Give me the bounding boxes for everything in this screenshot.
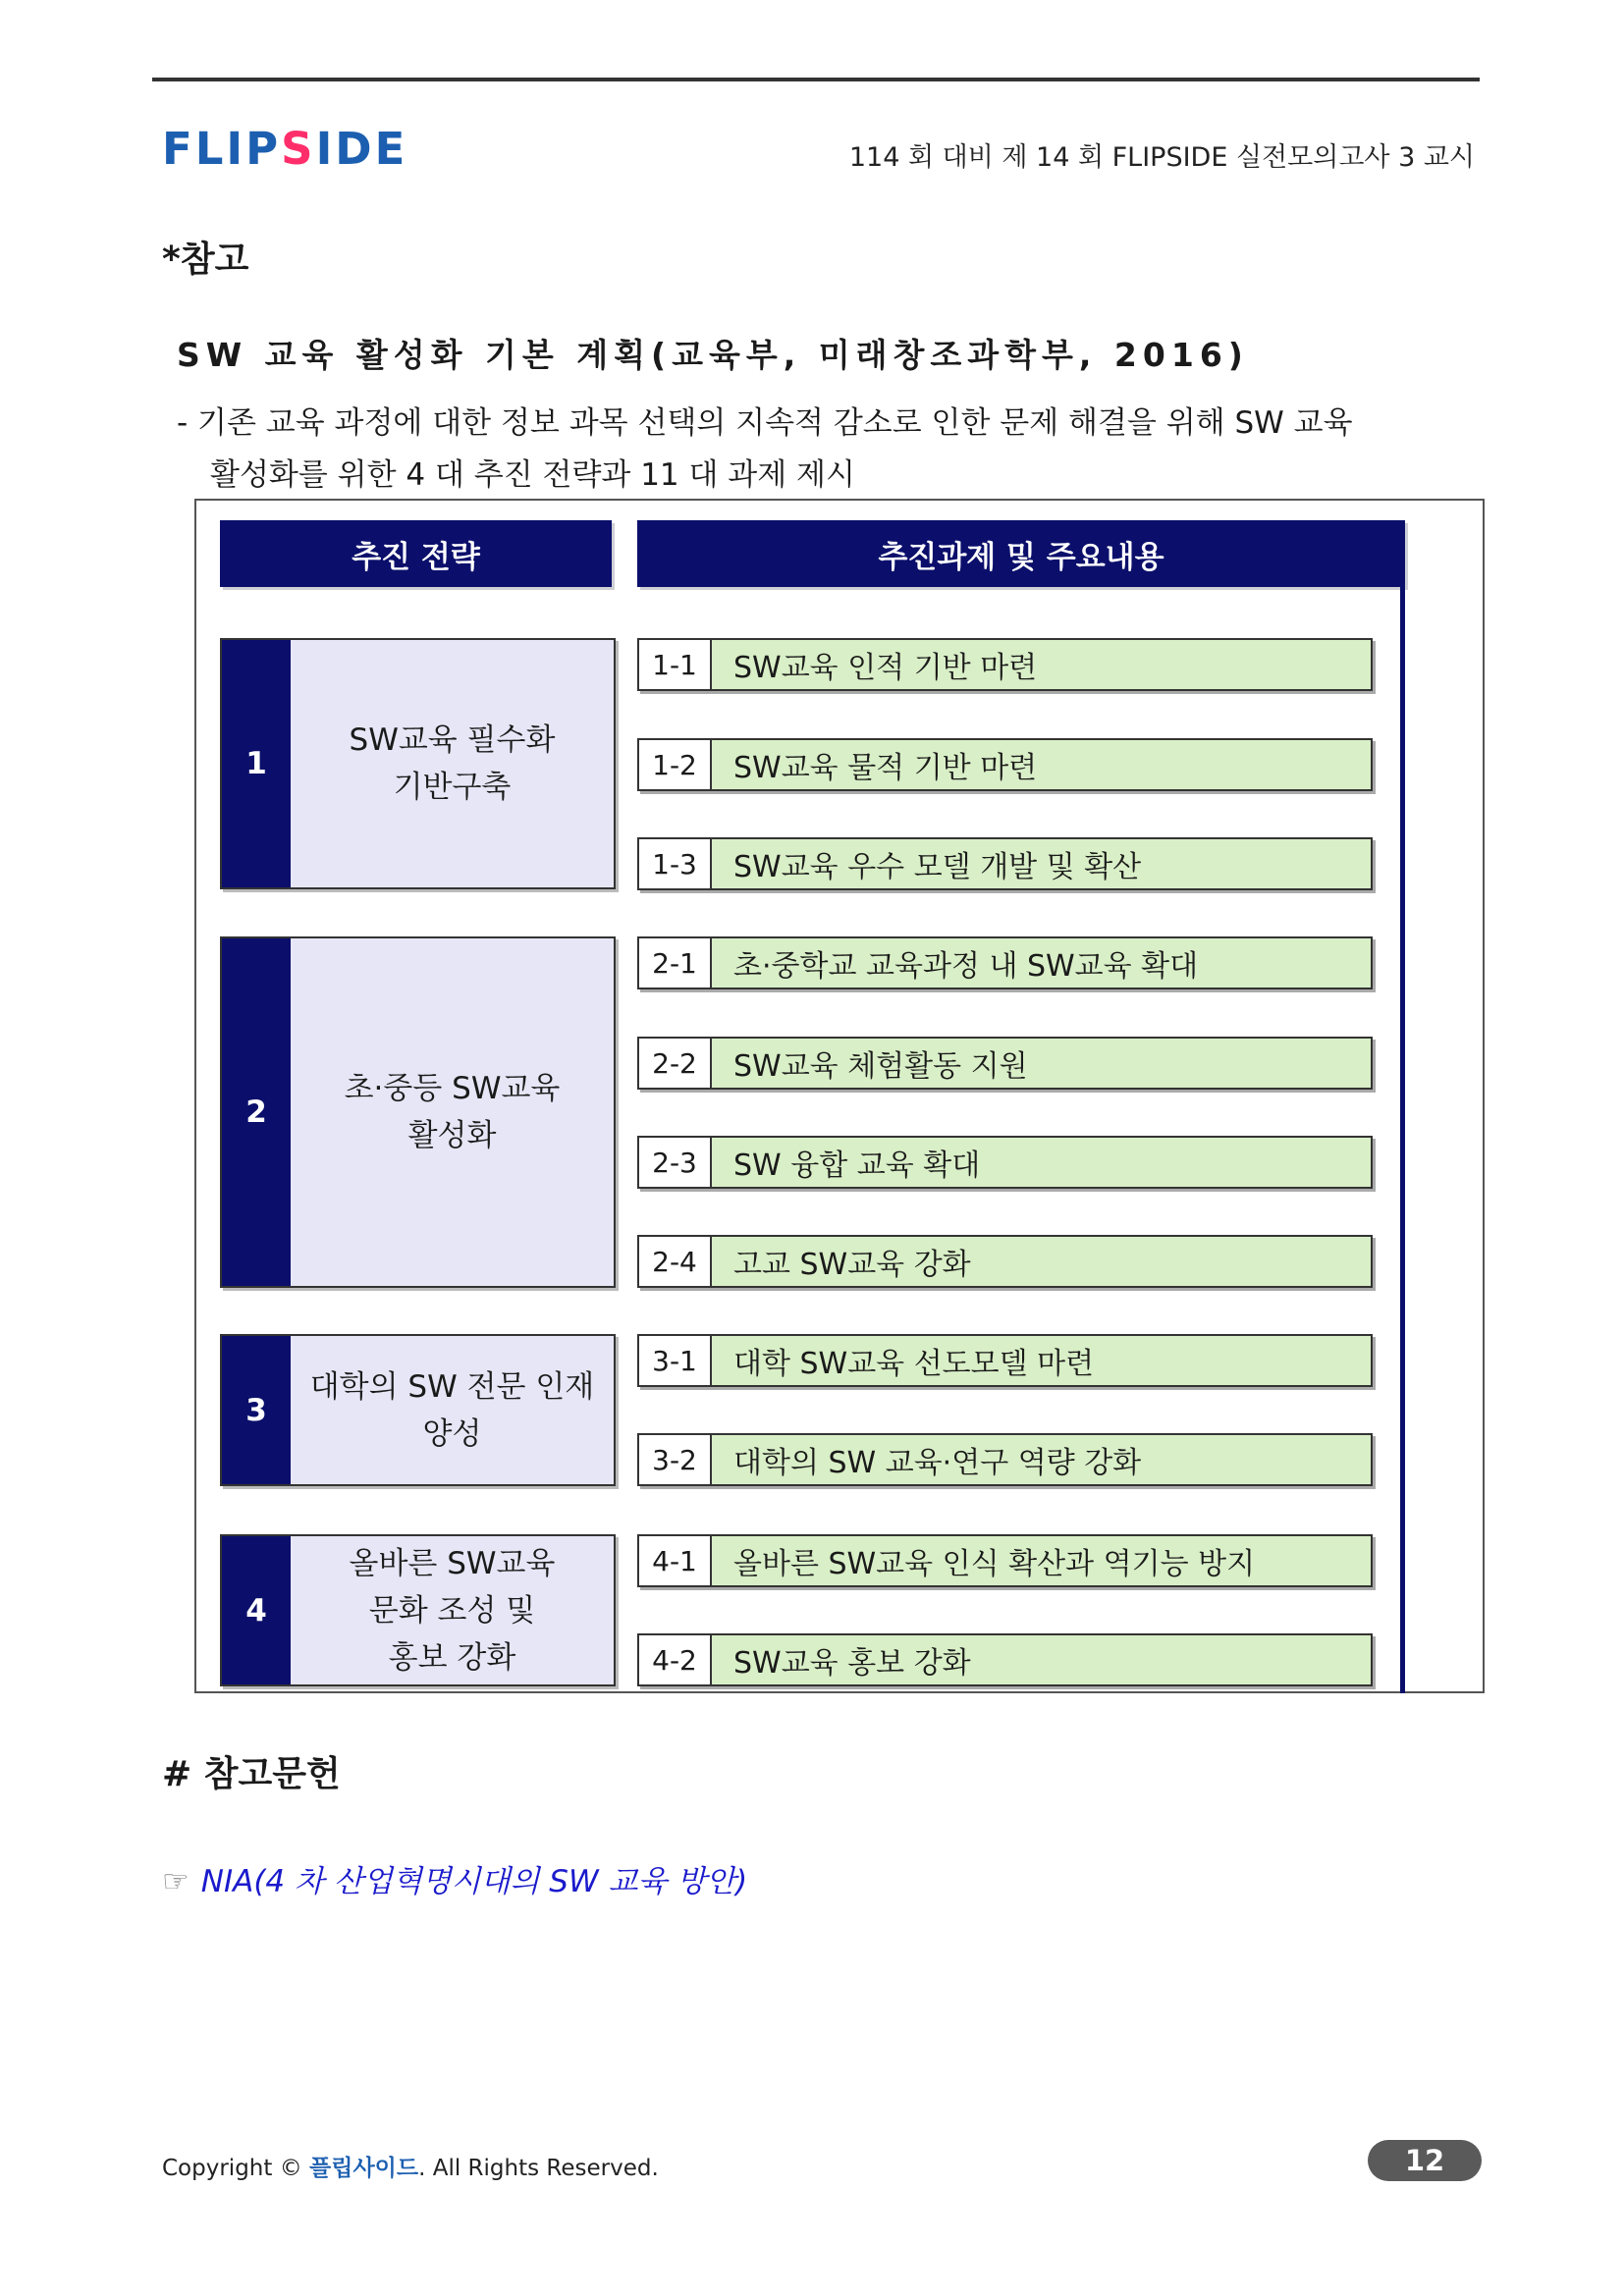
strategy-4 [220,1534,616,1686]
task-3-2 [637,1433,1373,1486]
strategy-number: 4 [222,1536,291,1684]
task-label: 올바른 SW교육 인식 확산과 역기능 방지 [712,1536,1371,1585]
task-label: 대학의 SW 교육·연구 역량 강화 [712,1435,1371,1484]
task-4-2 [637,1633,1373,1686]
pointing-hand-icon: ☞ [162,1864,189,1899]
right-divider [1400,520,1405,1693]
header-rule [152,78,1480,81]
copyright [162,2150,659,2182]
task-label: 초·중학교 교육과정 내 SW교육 확대 [712,938,1371,988]
page-number: 12 [1368,2140,1482,2181]
task-id: 3-1 [639,1336,712,1385]
task-2-4 [637,1235,1373,1288]
flipside-logo: FLIPSIDE [162,123,408,175]
task-id: 2-3 [639,1138,712,1187]
task-2-3 [637,1136,1373,1189]
task-id: 1-2 [639,740,712,789]
task-id: 4-2 [639,1635,712,1684]
strategy-text: 대학의 SW 전문 인재 양성 [309,1368,595,1452]
task-4-1 [637,1534,1373,1587]
task-id: 2-2 [639,1039,712,1088]
strategy-text: 초·중등 SW교육 활성화 [344,1071,561,1153]
header-tasks: 추진과제 및 주요내용 [637,520,1405,587]
task-1-1 [637,638,1373,691]
reference-text: NIA(4 차 산업혁명시대의 SW 교육 방안) [200,1864,748,1899]
task-label: SW교육 체험활동 지원 [712,1039,1371,1088]
task-1-2 [637,738,1373,791]
task-label: SW교육 우수 모델 개발 및 확산 [712,839,1371,888]
reference-heading: *참고 [162,240,249,280]
reference-item [162,1856,747,1900]
copyright-suffix: . All Rights Reserved. [418,2156,659,2181]
task-2-2 [637,1037,1373,1090]
task-label: SW교육 인적 기반 마련 [712,640,1371,689]
task-label: 대학 SW교육 선도모델 마련 [712,1336,1371,1385]
task-label: SW교육 홍보 강화 [712,1635,1371,1684]
strategy-2 [220,936,616,1288]
references-heading: # 참고문헌 [162,1754,341,1794]
description-line-2: 활성화를 위한 4 대 추진 전략과 11 대 과제 제시 [210,457,855,493]
strategy-number: 3 [222,1336,291,1484]
task-id: 4-1 [639,1536,712,1585]
task-1-3 [637,837,1373,890]
task-id: 1-1 [639,640,712,689]
task-3-1 [637,1334,1373,1387]
strategy-number: 2 [222,938,291,1286]
copyright-prefix: Copyright © [162,2156,310,2181]
task-id: 3-2 [639,1435,712,1484]
strategy-text: 올바른 SW교육 문화 조성 및 홍보 강화 [349,1545,556,1676]
task-id: 2-4 [639,1237,712,1286]
strategy-3 [220,1334,616,1486]
description-line-1: - 기존 교육 과정에 대한 정보 과목 선택의 지속적 감소로 인한 문제 해결을 위해 SW 교육 [177,405,1353,441]
plan-title: SW 교육 활성화 기본 계획(교육부, 미래창조과학부, 2016) [177,336,1249,374]
strategy-1 [220,638,616,889]
strategy-diagram [194,499,1485,1693]
header-strategy: 추진 전략 [220,520,612,587]
task-id: 1-3 [639,839,712,888]
strategy-text: SW교육 필수화 기반구축 [349,722,556,805]
strategy-number: 1 [222,640,291,887]
task-id: 2-1 [639,938,712,988]
task-label: SW교육 물적 기반 마련 [712,740,1371,789]
task-label: 고교 SW교육 강화 [712,1237,1371,1286]
brand-name: 플립사이드 [309,2156,419,2181]
task-2-1 [637,936,1373,989]
task-label: SW 융합 교육 확대 [712,1138,1371,1187]
plan-description [177,398,1463,502]
exam-title: 114 회 대비 제 14 회 FLIPSIDE 실전모의고사 3 교시 [848,142,1475,173]
